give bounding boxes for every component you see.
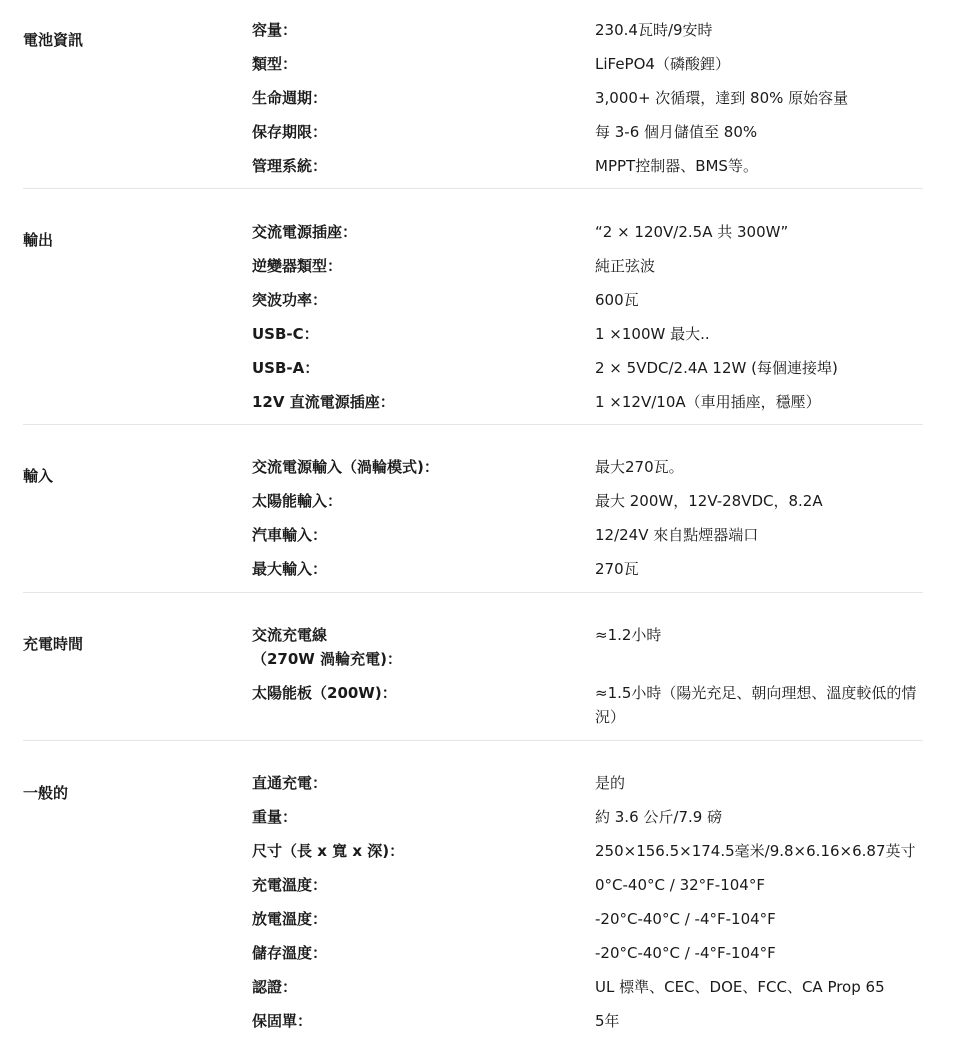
spec-label: 類型：	[252, 55, 298, 73]
spec-value: 12/24V 來自點煙器端口	[595, 526, 759, 544]
spec-value: ≈1.5小時（陽光充足、朝向理想、溫度較低的情況）	[595, 684, 917, 726]
spec-value: MPPT控制器、BMS等。	[595, 157, 758, 175]
spec-value: 3,000+ 次循環，達到 80% 原始容量	[595, 89, 849, 107]
spec-value: 600瓦	[595, 291, 639, 309]
spec-label: 保固單：	[252, 1012, 313, 1030]
spec-value: 270瓦	[595, 560, 639, 578]
spec-label: 儲存溫度：	[252, 944, 328, 962]
spec-value: -20°C-40°C / -4°F-104°F	[595, 944, 776, 962]
spec-value: -20°C-40°C / -4°F-104°F	[595, 910, 776, 928]
spec-label: 交流電源插座：	[252, 223, 358, 241]
section-battery-info	[23, 0, 923, 189]
spec-value: 約 3.6 公斤/7.9 磅	[595, 808, 723, 826]
spec-label: 太陽能板（200W)：	[252, 684, 397, 702]
spec-label: USB-C：	[252, 325, 319, 343]
section-output	[23, 189, 923, 425]
spec-value: 5年	[595, 1012, 620, 1030]
section-title: 電池資訊	[23, 31, 84, 49]
spec-label: 重量：	[252, 808, 298, 826]
spec-label: 12V 直流電源插座：	[252, 393, 395, 411]
spec-value: 純正弦波	[595, 257, 656, 275]
section-general	[23, 741, 923, 1041]
spec-value: 2 × 5VDC/2.4A 12W (每個連接埠)	[595, 359, 838, 377]
spec-label: 太陽能輸入：	[252, 492, 343, 510]
spec-label: 交流充電線 （270W 渦輪充電)：	[252, 626, 402, 668]
spec-value: 0°C-40°C / 32°F-104°F	[595, 876, 765, 894]
spec-label: 逆變器類型：	[252, 257, 343, 275]
section-title: 輸出	[23, 231, 54, 249]
spec-value: “2 × 120V/2.5A 共 300W”	[595, 223, 789, 241]
spec-label: 保存期限：	[252, 123, 328, 141]
section-title: 一般的	[23, 784, 69, 802]
spec-value: 1 ×100W 最大..	[595, 325, 710, 343]
section-title: 充電時間	[23, 635, 84, 653]
spec-label: 汽車輸入：	[252, 526, 328, 544]
spec-label: 突波功率：	[252, 291, 328, 309]
spec-label: 認證：	[252, 978, 298, 996]
spec-value: LiFePO4（磷酸鋰）	[595, 55, 730, 73]
spec-value: 250×156.5×174.5毫米/9.8×6.16×6.87英寸	[595, 842, 916, 860]
spec-label: 容量：	[252, 21, 298, 39]
spec-label: USB-A：	[252, 359, 320, 377]
section-charging-time	[23, 593, 923, 741]
spec-value: 是的	[595, 774, 626, 792]
spec-label: 放電溫度：	[252, 910, 328, 928]
spec-label: 管理系統：	[252, 157, 328, 175]
spec-value: 1 ×12V/10A（車用插座，穩壓）	[595, 393, 821, 411]
spec-label: 最大輸入：	[252, 560, 328, 578]
spec-value: ≈1.2小時	[595, 626, 662, 644]
section-input	[23, 425, 923, 593]
spec-label: 交流電源輸入（渦輪模式)：	[252, 458, 439, 476]
section-title: 輸入	[23, 467, 54, 485]
spec-value: 每 3-6 個月儲值至 80%	[595, 123, 758, 141]
spec-label: 生命週期：	[252, 89, 328, 107]
spec-label: 尺寸（長 x 寬 x 深)：	[252, 842, 405, 860]
spec-label: 直通充電：	[252, 774, 328, 792]
spec-value: 最大 200W，12V-28VDC，8.2A	[595, 492, 823, 510]
spec-label: 充電溫度：	[252, 876, 328, 894]
spec-value: 最大270瓦。	[595, 458, 684, 476]
spec-value: 230.4瓦時/9安時	[595, 21, 713, 39]
spec-value: UL 標準、CEC、DOE、FCC、CA Prop 65	[595, 978, 885, 996]
